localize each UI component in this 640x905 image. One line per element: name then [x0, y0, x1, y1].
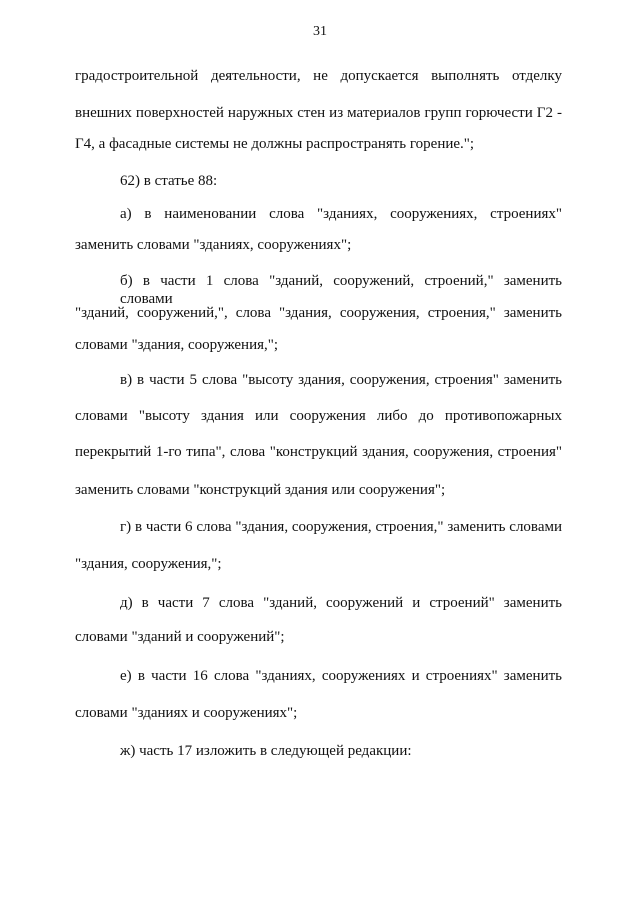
text-line: е) в части 16 слова "зданиях, сооружениях и строениях" заменить	[120, 668, 562, 684]
text-line: словами "высоту здания или сооружения либо до противопожарных	[75, 408, 562, 424]
text-line: ж) часть 17 изложить в следующей редакции:	[120, 743, 412, 759]
text-line: д) в части 7 слова "зданий, сооружений и строений" заменить	[120, 595, 562, 611]
text-line: в) в части 5 слова "высоту здания, сооружения, строения" заменить	[120, 372, 562, 388]
text-line: 62) в статье 88:	[120, 173, 218, 189]
text-line: заменить словами "зданиях, сооружениях";	[75, 237, 352, 253]
text-line: перекрытий 1-го типа", слова "конструкций здания, сооружения, строения"	[75, 444, 562, 460]
text-line: внешних поверхностей наружных стен из материалов групп горючести Г2 -	[75, 105, 562, 121]
text-line: словами "зданий и сооружений";	[75, 629, 285, 645]
text-line: градостроительной деятельности, не допускается выполнять отделку	[75, 68, 562, 84]
text-line: "здания, сооружения,";	[75, 556, 222, 572]
text-line: б) в части 1 слова "зданий, сооружений, строений," заменить словами	[120, 273, 562, 307]
text-line: "зданий, сооружений,", слова "здания, сооружения, строения," заменить	[75, 305, 562, 321]
text-line: г) в части 6 слова "здания, сооружения, строения," заменить словами	[120, 519, 562, 535]
page-number: 31	[313, 24, 327, 39]
text-line: Г4, а фасадные системы не должны распространять горение.";	[75, 136, 475, 152]
text-line: словами "здания, сооружения,";	[75, 337, 279, 353]
text-line: словами "зданиях и сооружениях";	[75, 705, 298, 721]
text-line: а) в наименовании слова "зданиях, сооружениях, строениях"	[120, 206, 562, 222]
text-line: заменить словами "конструкций здания или сооружения";	[75, 482, 446, 498]
